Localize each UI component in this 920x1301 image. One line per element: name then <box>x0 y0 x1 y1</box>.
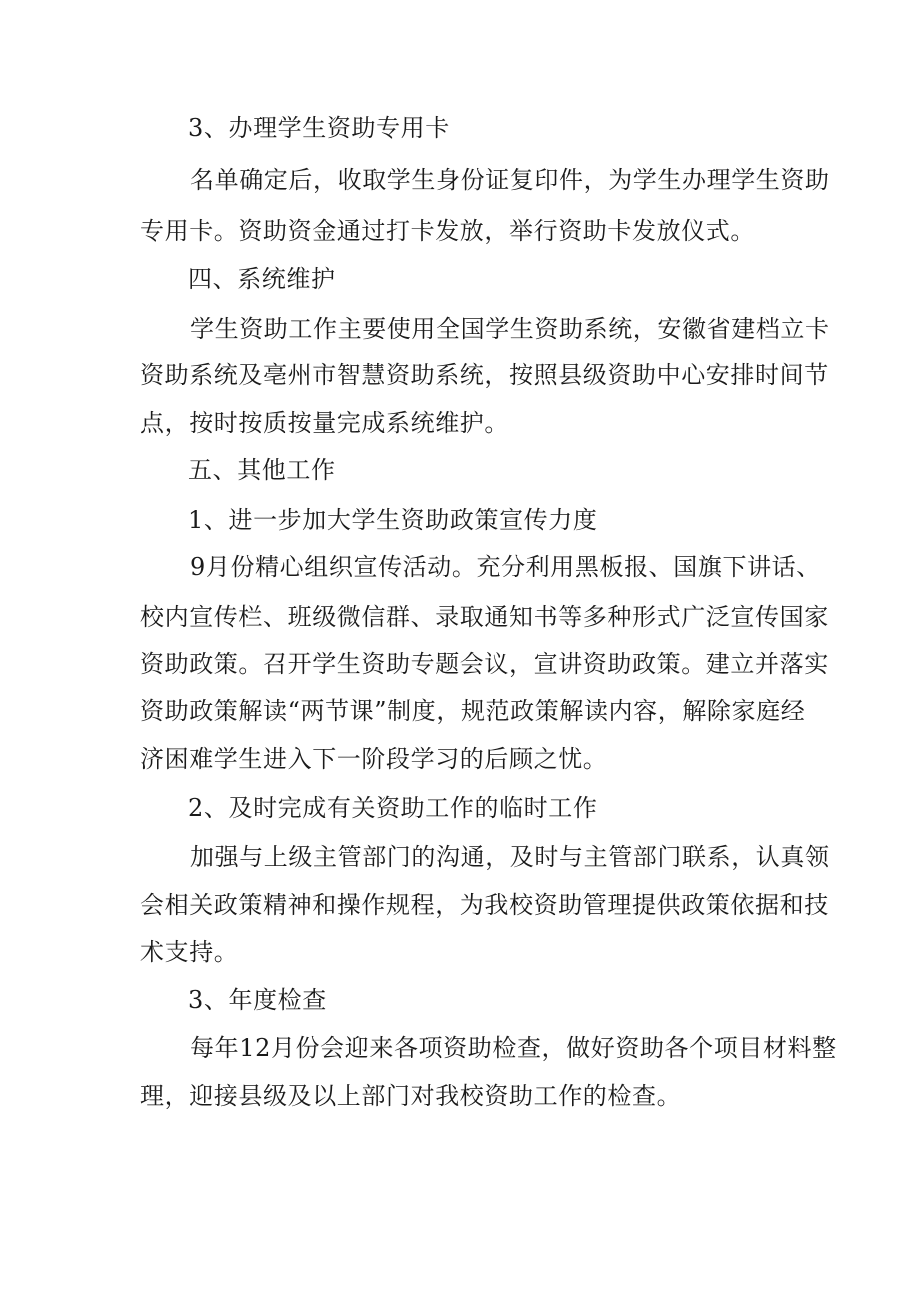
section-heading: 3、年度检查 <box>188 986 327 1014</box>
paragraph-line: 会相关政策精神和操作规程，为我校资助管理提供政策依据和技 <box>140 891 829 919</box>
paragraph-line: 9月份精心组织宣传活动。充分利用黑板报、国旗下讲话、 <box>190 553 821 581</box>
paragraph-line: 资助政策解读“两节课”制度，规范政策解读内容，解除家庭经 <box>140 697 806 725</box>
section-heading: 四、系统维护 <box>188 265 336 293</box>
paragraph-line: 理，迎接县级及以上部门对我校资助工作的检查。 <box>140 1082 682 1110</box>
paragraph-line: 每年12月份会迎来各项资助检查，做好资助各个项目材料整 <box>190 1034 837 1062</box>
paragraph-line: 术支持。 <box>140 938 239 966</box>
paragraph-line: 点，按时按质按量完成系统维护。 <box>140 409 509 437</box>
paragraph-line: 校内宣传栏、班级微信群、录取通知书等多种形式广泛宣传国家 <box>140 603 829 631</box>
paragraph-line: 名单确定后，收取学生身份证复印件，为学生办理学生资助 <box>190 166 830 194</box>
paragraph-line: 资助政策。召开学生资助专题会议，宣讲资助政策。建立并落实 <box>140 650 829 678</box>
paragraph-line: 济困难学生进入下一阶段学习的后顾之忧。 <box>140 745 608 773</box>
section-heading: 五、其他工作 <box>188 456 336 484</box>
paragraph-line: 学生资助工作主要使用全国学生资助系统，安徽省建档立卡 <box>190 315 830 343</box>
paragraph-line: 加强与上级主管部门的沟通，及时与主管部门联系，认真领 <box>190 843 830 871</box>
paragraph-line: 资助系统及亳州市智慧资助系统，按照县级资助中心安排时间节 <box>140 361 829 389</box>
section-heading: 3、办理学生资助专用卡 <box>188 114 450 142</box>
section-heading: 2、及时完成有关资助工作的临时工作 <box>188 794 598 822</box>
paragraph-line: 专用卡。资助资金通过打卡发放，举行资助卡发放仪式。 <box>140 217 755 245</box>
section-heading: 1、进一步加大学生资助政策宣传力度 <box>188 506 598 534</box>
